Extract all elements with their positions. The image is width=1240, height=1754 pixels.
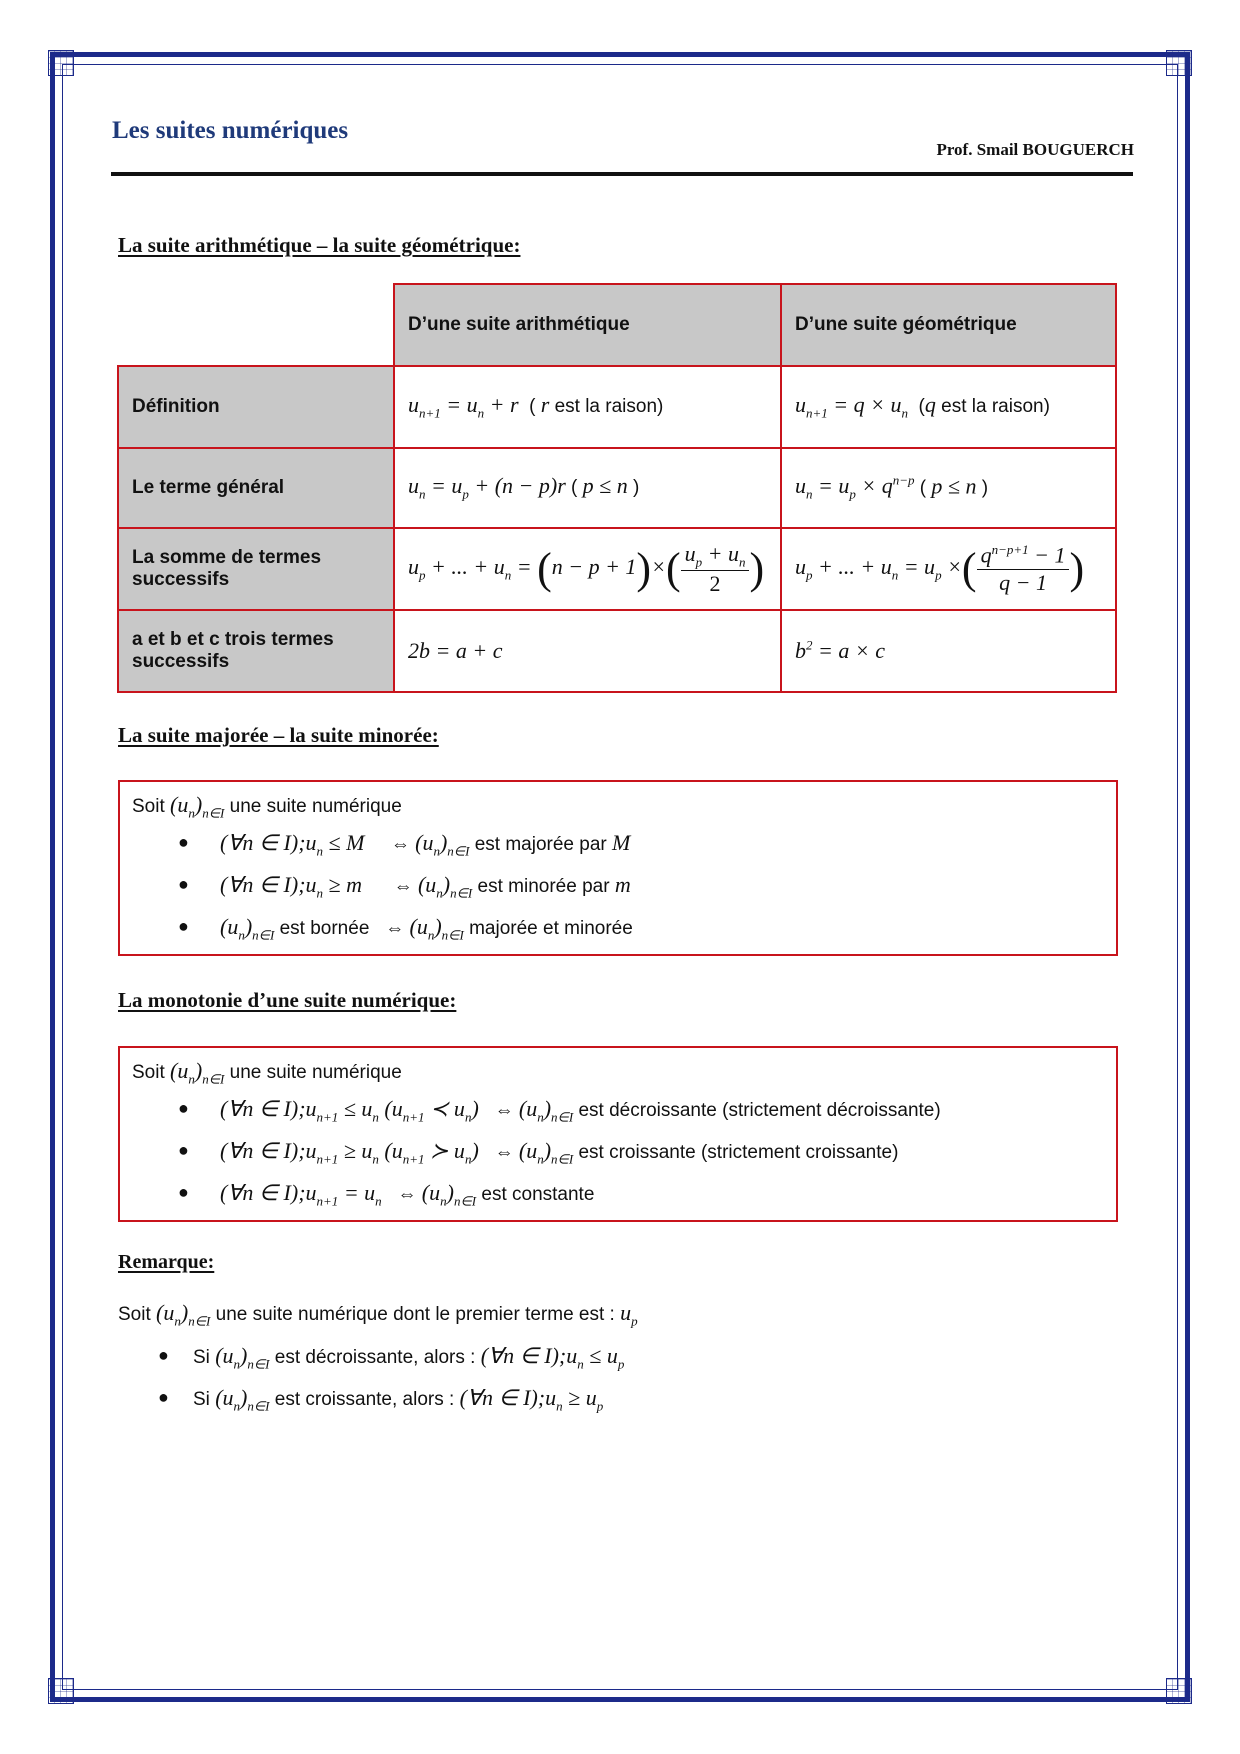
geom-definition: $u_{n+1} = q \times u_n$ (q est la raison) — [781, 366, 1116, 448]
remarque-intro: Soit $(u_n)_{n\in I}$ une suite numérique dont le premier terme est : $u_p$ — [118, 1300, 638, 1329]
document-title: Les suites numériques — [112, 117, 349, 144]
section-title-arith-geom: La suite arithmétique – la suite géométrique: — [118, 233, 521, 257]
bullet: ● — [178, 1182, 189, 1202]
constante-statement: (∀n ∈ $I);u_{n+1} = u_n$ ⇔ $(u_n)_{n\in I}$ est constante — [220, 1180, 595, 1209]
bullet: ● — [158, 1345, 169, 1365]
arith-sum: $u_p$ + ... + $u_n = (n - p + 1)\times$( $\frac{u_p + u_n}{2}$ ) — [394, 528, 781, 610]
author-name: Prof. Smail BOUGUERCH — [936, 140, 1134, 159]
geom-general-term: $u_n = u_p \times q^{n-p}$ ( p ≤ n ) — [781, 448, 1116, 528]
monotonie-intro: Soit $(u_n)_{n\in I}$ une suite numérique — [132, 1058, 402, 1087]
bullet: ● — [178, 1098, 189, 1118]
col-header-arith: D’une suite arithmétique — [394, 284, 781, 366]
bornee-statement: $(u_n)_{n\in I}$ est bornée ⇔ $(u_n)_{n\in I}$ majorée et minorée — [220, 914, 633, 943]
table-blank-cell — [118, 284, 394, 366]
monotonie-box — [118, 1046, 1118, 1222]
remarque-decroissante: Si $(u_n)_{n\in I}$ est décroissante, alors : (∀n ∈ $I);u_n \le u_p$ — [193, 1343, 625, 1372]
bullet: ● — [178, 874, 189, 894]
row-header-sum: La somme de termes successifs — [118, 528, 394, 610]
frame-corner-top-right — [1166, 50, 1192, 76]
row-header-three-terms: a et b et c trois termes successifs — [118, 610, 394, 692]
frame-corner-bottom-right — [1166, 1678, 1192, 1704]
header-rule — [111, 172, 1133, 176]
bullet: ● — [178, 916, 189, 936]
majoree-statement: (∀n ∈ $I);u_n \le M$ ⇔ $(u_n)_{n\in I}$ est majorée par M — [220, 830, 631, 859]
col-header-geom: D’une suite géométrique — [781, 284, 1116, 366]
row-header-definition: Définition — [118, 366, 394, 448]
bullet: ● — [178, 832, 189, 852]
section-title-monotonie: La monotonie d’une suite numérique: — [118, 988, 457, 1012]
bounded-box — [118, 780, 1118, 956]
bounded-intro: Soit $(u_n)_{n\in I}$ une suite numérique — [132, 792, 402, 821]
remarque-title: Remarque: — [118, 1251, 215, 1273]
section-title-bounded: La suite majorée – la suite minorée: — [118, 723, 439, 747]
suites-table — [117, 283, 1117, 693]
minoree-statement: (∀n ∈ $I);u_n \ge m$ ⇔ $(u_n)_{n\in I}$ est minorée par m — [220, 872, 631, 901]
bullet: ● — [158, 1387, 169, 1407]
bullet: ● — [178, 1140, 189, 1160]
arith-three-terms: 2b = a + c — [394, 610, 781, 692]
arith-definition: $u_{n+1} = u_n + r$ ( r est la raison) — [394, 366, 781, 448]
frame-corner-top-left — [48, 50, 74, 76]
geom-sum: $u_p$ + ... + $u_n = u_p$ ×( $\frac{q^{n-p+1} - 1}{q - 1}$ ) — [781, 528, 1116, 610]
remarque-croissante: Si $(u_n)_{n\in I}$ est croissante, alors : (∀n ∈ $I);u_n \ge u_p$ — [193, 1385, 604, 1414]
row-header-general-term: Le terme général — [118, 448, 394, 528]
croissante-statement: (∀n ∈ $I);u_{n+1} \ge u_n$ ($u_{n+1}$ ≻ $u_n$) ⇔ $(u_n)_{n\in I}$ est croissante (strictement croissante) — [220, 1138, 899, 1167]
geom-three-terms: $b^2 = a \times c$ — [781, 610, 1116, 692]
arith-general-term: $u_n = u_p + (n - p)r$ ( p ≤ n ) — [394, 448, 781, 528]
frame-corner-bottom-left — [48, 1678, 74, 1704]
decroissante-statement: (∀n ∈ $I);u_{n+1} \le u_n$ ($u_{n+1}$ ≺ $u_n$) ⇔ $(u_n)_{n\in I}$ est décroissante (strictement décroissante) — [220, 1096, 941, 1125]
